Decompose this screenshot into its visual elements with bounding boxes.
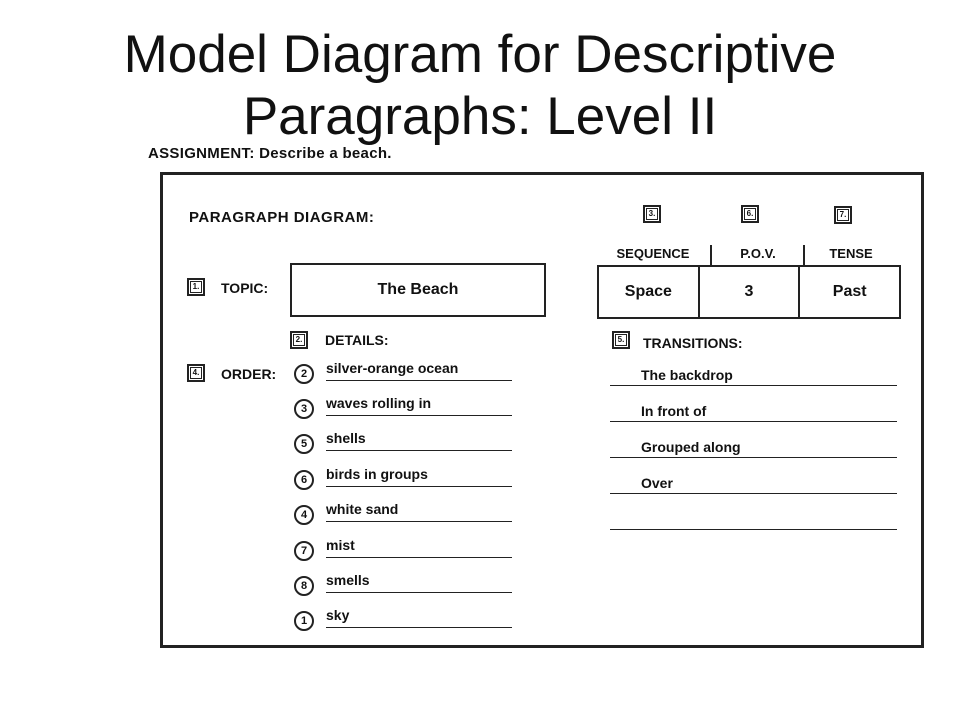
topic-value: The Beach	[377, 281, 459, 298]
order-label: ORDER:	[221, 366, 277, 382]
detail-item	[294, 607, 514, 637]
transition-line: In front of	[610, 403, 897, 422]
order-circle: 3	[294, 399, 314, 419]
transition-line: Over	[610, 475, 897, 494]
slide-title: Model Diagram for Descriptive Paragraphs: Level II	[123, 25, 837, 146]
assignment-text: ASSIGNMENT: Describe a beach.	[148, 145, 392, 162]
detail-text: birds in groups	[326, 466, 512, 487]
tense-value: Past	[832, 283, 867, 300]
sequence-pov-tense-table	[597, 265, 901, 319]
header-divider	[710, 245, 712, 265]
detail-item	[294, 537, 514, 567]
order-number: 4.	[190, 367, 202, 379]
transitions-label: TRANSITIONS:	[643, 335, 743, 351]
tense-number: 7.	[837, 209, 849, 221]
tense-header: TENSE	[829, 246, 873, 261]
diagram-heading: PARAGRAPH DIAGRAM:	[189, 209, 375, 226]
order-circle: 1	[294, 611, 314, 631]
sequence-value: Space	[599, 267, 700, 317]
header-divider	[803, 245, 805, 265]
detail-item	[294, 430, 514, 460]
order-circle: 8	[294, 576, 314, 596]
details-number: 2.	[293, 334, 305, 346]
order-circle: 6	[294, 470, 314, 490]
topic-label: TOPIC:	[221, 280, 269, 296]
details-label: DETAILS:	[325, 332, 389, 348]
pov-header: P.O.V.	[740, 246, 776, 261]
detail-item	[294, 360, 514, 390]
order-circle: 2	[294, 364, 314, 384]
sequence-number-box	[643, 205, 661, 223]
topic-number-box	[187, 278, 205, 296]
details-number-box	[290, 331, 308, 349]
detail-item	[294, 572, 514, 602]
sequence-number: 3.	[646, 208, 658, 220]
detail-item	[294, 466, 514, 496]
transition-line: The backdrop	[610, 367, 897, 386]
detail-text: smells	[326, 572, 512, 593]
topic-box	[290, 263, 546, 317]
tense-number-box	[834, 206, 852, 224]
pov-number-box	[741, 205, 759, 223]
topic-number: 1.	[190, 281, 202, 293]
detail-text: sky	[326, 607, 512, 628]
detail-item	[294, 501, 514, 531]
transitions-number: 5.	[615, 334, 627, 346]
pov-value: 3	[700, 267, 801, 317]
transition-line	[610, 511, 897, 530]
pov-number: 6.	[744, 208, 756, 220]
order-circle: 5	[294, 434, 314, 454]
order-circle: 7	[294, 541, 314, 561]
transition-line: Grouped along	[610, 439, 897, 458]
paragraph-diagram-sheet	[160, 172, 924, 648]
detail-text: mist	[326, 537, 512, 558]
detail-text: shells	[326, 430, 512, 451]
detail-text: waves rolling in	[326, 395, 512, 416]
sequence-header: SEQUENCE	[616, 246, 690, 261]
order-circle: 4	[294, 505, 314, 525]
detail-text: silver-orange ocean	[326, 360, 512, 381]
order-number-box	[187, 364, 205, 382]
transitions-number-box	[612, 331, 630, 349]
detail-text: white sand	[326, 501, 512, 522]
detail-item	[294, 395, 514, 425]
